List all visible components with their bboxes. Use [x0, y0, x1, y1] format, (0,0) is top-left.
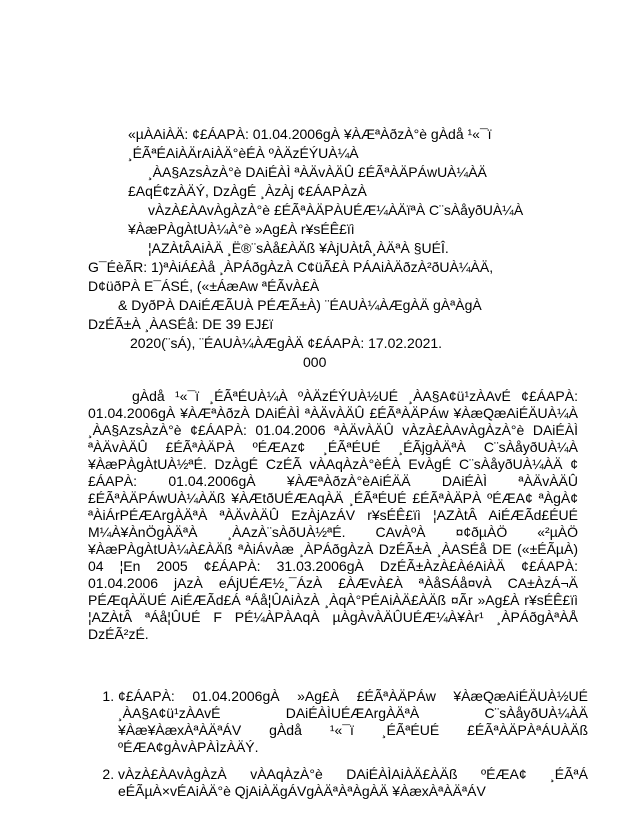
numbered-list [88, 688, 588, 810]
reference-line: & DyðPÀ DAiÉÆÃUÀ PÉÆÃ±À) ¨ÉAUÀ¼ÀÆgÀÄ gÀªÀgÀ [118, 297, 482, 313]
subject-line: vÀzÀ£ÀAvÀgÀzÀ°è £ÉÃªÀÄPÀUÉÆ¼ÀÄïªÀ C¨sÀåyðUÀ¼À [148, 202, 524, 218]
section-separator: 000 [303, 354, 327, 370]
subject-line: ¸ÀA§AzsÀzÀ°è DAiÉÀÌ ªÀÄvÀÄÛ £ÉÃªÀÄPÁwUÀ¼ÀÄ [148, 164, 487, 180]
subject-line: ¦AZÀtÂAiÀÄ ¸Ë®¨sÀå£ÀÄß ¥ÀjUÀtÂ¸ÀÄªÀ §UÉÎ. [148, 240, 449, 256]
reference-line: D¢üðPÀ E¯ÁSÉ, («±ÁæAw ªÉÃvÀ£À [88, 278, 320, 294]
reference-line: DzÉÃ±À ¸ÀASÉå: DE 39 EJ£ï [88, 316, 274, 332]
subject-line: £AqÉ¢zÀÄÝ, DzÀgÉ ¸ÀzÀj ¢£ÁAPÀzÀ [128, 183, 367, 199]
reference-line: 2020(¨sÁ), ¨ÉAUÀ¼ÀÆgÀÄ ¢£ÁAPÀ: 17.02.2021. [130, 335, 443, 351]
body-paragraph: gÀdå ¹«¯ï ¸ÉÃªÉUÀ¼À ºÀÄzÉÝUÀ½UÉ ¸ÀA§A¢ü¹zÀAvÉ ¢£ÁAPÀ: 01.04.2006gÀ ¥ÀÆªÀðzÀ DAiÉÀÌ ªÀÄvÀÄÛ £ÉÃªÀÄPÁw ¥ÀæQæAiÉÄUÀ¼À ¸ÀA§AzsÀzÀ°è ¢£ÁAPÀ: 01.04.2006 ªÀÄvÀÄÛ vÀzÀ£ÀAvÀgÀzÀ°è DAiÉÀÌ ªÀÄvÀÄÛ £ÉÃªÀÄPÀ ºÉÆAz¢ ¸ÉÃªÉUÉ ¸ÉÃjgÀÄªÀ C¨sÀåyðUÀ¼À ¥ÀæPÀgÀtUÀ½ªÉ. DzÀgÉ CzÉÃ vÀAqÀzÀ°èÉÀ EvÀgÉ C¨sÀåyðUÀ¼ÀÄ ¢£ÁAPÀ: 01.04.2006gÀ ¥ÀÆªÀðzÀ°èAiÉÄÄ DAiÉÀÌ ªÀÄvÀÄÛ £ÉÃªÀÄPÁwUÀ¼ÀÄß ¥ÀÆtðUÉÆAqÀÄ ¸ÉÃªÉUÉ £ÉÃªÀÄPÀ ºÉÆA¢ ªÀgÀ¢ ªÀiÁrPÉÆArgÀÄªÀ ªÀÄvÀÄÛ EzÀjAzÁV r¥sÉÊ£ïì ¦AZÀtÂ AiÉÆÃd£ÉUÉ M¼À¥ÀnÖgÀÄªÀ ¸ÀAzÀ¨sÀðUÀ½ªÉ. CAvÀºÀ ¤¢ðµÀÖ «²µÀÖ ¥ÀæPÀgÀtUÀ¼À£ÀÄß ªÀiÁvÀæ ¸ÀPÁðgÀzÀ DzÉÃ±À ¸ÀASÉå DE («±ÉÃµÀ) 04 ¦En 2005 ¢£ÁAPÀ: 31.03.2006gÀ DzÉÃ±ÀzÀ£ÀéAiÀÄ ¢£ÁAPÀ: 01.04.2006 jAzÀ eÁjUÉÆ½¸¯ÁzÀ £ÀÆvÀ£À ªÀåSÁå¤vÀ CA±ÀzÁ¬Ä PÉÆqÀÄUÉ AiÉÆÃd£Á ªÁå¦ÛAiÀzÀ ¸ÀqÀ°PÉAiÀÄ£ÀÄß ¤Ãr »Ag£À r¥sÉÊ£ïì ¦AZÀtÂ ªÁå¦ÛUÉ F PÉ¼ÀPÀAqÀ µÀgÀvÀÄÛUÉÆ¼À¥Àr¹ ¸ÀPÁðgÀªÀÅ DzÉÃ²zÉ. [88, 388, 578, 642]
reference-line: G¯ÉèÃR: 1)ªÀiÁ£Àå ¸ÀPÁðgÀzÀ C¢üÃ£À PÁAiÀÄðzÀ²ðUÀ¼ÀÄ, [88, 259, 494, 275]
subject-line: ¸ÉÃªÉAiÀÄrAiÀÄ°èÉÀ ºÀÄzÉÝUÀ¼À [128, 145, 359, 161]
subject-line: ¥ÀæPÀgÀtUÀ¼À°è »Ag£À r¥sÉÊ£ïì [128, 221, 355, 237]
subject-line: «µÀAiÀÄ: ¢£ÁAPÀ: 01.04.2006gÀ ¥ÀÆªÀðzÀ°è gÀdå ¹«¯ï [128, 126, 492, 142]
list-item: 1. ¢£ÁAPÀ: 01.04.2006gÀ »Ag£À £ÉÃªÀÄPÁw ¥ÀæQæAiÉÄUÀ½UÉ ¸ÀA§A¢ü¹zÀAvÉ DAiÉÀÌUÉÆArgÀÄªÀ C¨sÀåyðUÀ¼ÀÄ ¥Àæ¥ÀæxÀªÀÄªÁV gÀdå ¹«¯ï ¸ÉÃªÉUÉ £ÉÃªÀÄPÀªÁUÀÄß ºÉÆA¢gÀvÀPÀÌzÀÄÝ. [118, 688, 588, 756]
list-item: 2. vÀzÀ£ÀAvÀgÀzÀ vÀAqÀzÀ°è DAiÉÀÌAiÀÄ£ÀÄß ºÉÆA¢ ¸ÉÃªÁ eÉÃµÀ×vÉAiÀÄ°è QjAiÀÄgÁVgÀÄªÀªÀgÀÄ ¥ÀæxÀªÀÄªÁV [118, 766, 588, 800]
